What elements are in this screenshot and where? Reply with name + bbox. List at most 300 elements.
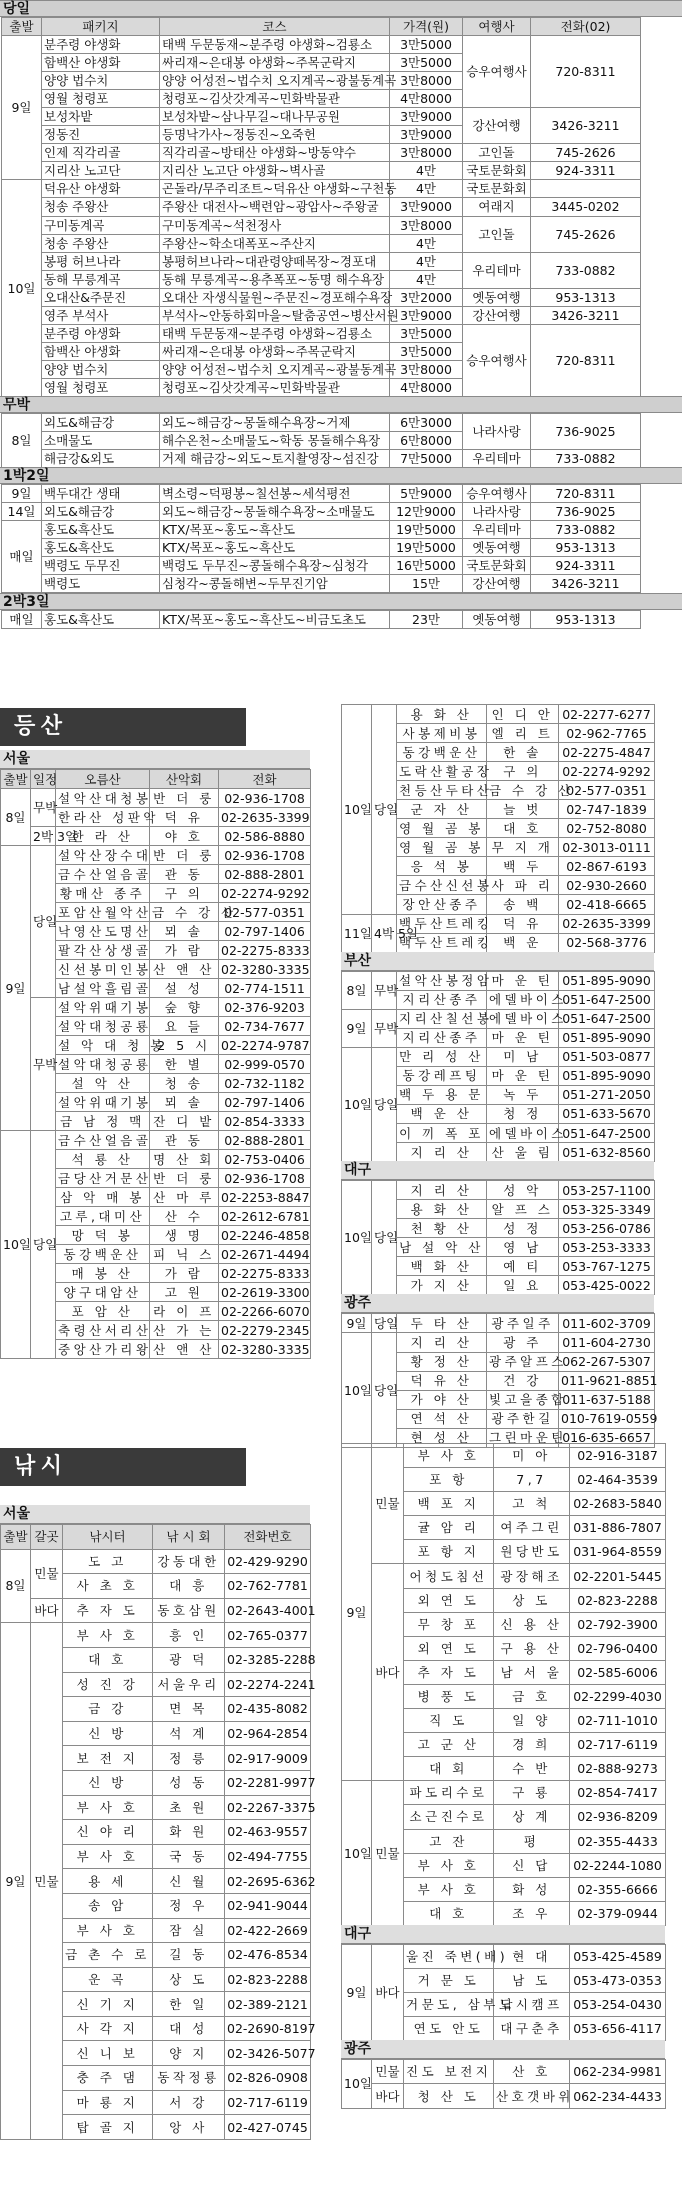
package-row (2, 198, 641, 216)
club-name: 원당반도 (494, 1540, 570, 1564)
club-name: 성 악 (487, 1181, 559, 1200)
travel-agency: 고인돌 (463, 216, 531, 252)
club-name: 면 목 (153, 1697, 225, 1722)
club-phone: 011-9621-8851 (559, 1371, 655, 1390)
club-name: 일 요 (487, 1276, 559, 1295)
destination: 포암산월악산 (56, 903, 150, 922)
club-phone: 051-895-9090 (559, 1028, 655, 1047)
course-description: 태백 두문동재~분주령 야생화~검룡소 (160, 324, 390, 342)
club-phone: 010-7619-0559 (559, 1409, 655, 1428)
departure-date: 8일 (342, 971, 372, 1009)
package-row (2, 521, 641, 539)
package-row (2, 610, 641, 628)
destination: 덕 유 산 (397, 1371, 487, 1390)
club-phone: 02-2274-9292 (559, 762, 655, 781)
club-phone: 062-267-5307 (559, 1352, 655, 1371)
club-name: 한 솔 (487, 743, 559, 762)
club-phone: 02-3013-0111 (559, 838, 655, 857)
destination: 지 리 산 (397, 1333, 487, 1352)
destination: 지리산종주 (397, 990, 487, 1009)
club-phone: 02-964-2854 (225, 1721, 311, 1746)
club-phone: 02-2201-5445 (570, 1564, 666, 1588)
club-name: 청 정 (487, 1104, 559, 1123)
club-phone: 02-355-6666 (570, 1877, 666, 1901)
agency-phone: 953-1313 (531, 288, 641, 306)
club-name: 초 원 (153, 1795, 225, 1820)
club-name: 녹 두 (487, 1085, 559, 1104)
club-name: 상 도 (494, 1588, 570, 1612)
club-phone: 02-389-2121 (225, 1992, 311, 2017)
club-phone: 02-762-7781 (225, 1574, 311, 1599)
section-label: 1박2일 (0, 467, 682, 484)
club-name: 덕 유 (487, 914, 559, 933)
destination: 대 회 (404, 1757, 494, 1781)
price: 3만8000 (390, 144, 463, 162)
club-name: 산 수 (150, 1207, 219, 1226)
destination: 동강백운산 (56, 1245, 150, 1264)
fishing-spot: 보 전 지 (63, 1746, 153, 1771)
destination: 백두산트레킹 (397, 933, 487, 952)
club-phone: 053-257-1100 (559, 1181, 655, 1200)
destination: 도락산활공장 (397, 762, 487, 781)
package-name: 해금강&외도 (42, 450, 160, 468)
hiking-row (342, 1333, 655, 1352)
club-phone: 02-463-9557 (225, 1820, 311, 1845)
club-name: 대 호 (487, 819, 559, 838)
club-phone: 011-604-2730 (559, 1333, 655, 1352)
fishing-spot: 송 암 (63, 1893, 153, 1918)
club-name: 강동대한 (153, 1549, 225, 1574)
schedule-type: 4박 5일 (372, 914, 397, 952)
price: 4만8000 (390, 90, 463, 108)
club-name: 구 용 산 (494, 1636, 570, 1660)
departure-date: 10일 (342, 1047, 372, 1161)
departure-date: 14일 (2, 503, 42, 521)
club-phone: 031-886-7807 (570, 1516, 666, 1540)
club-phone: 02-792-3900 (570, 1612, 666, 1636)
destination: 가 야 산 (397, 1390, 487, 1409)
schedule-type: 바다 (372, 1945, 404, 2041)
club-name: 서 강 (153, 2090, 225, 2115)
destination: 만 리 성 산 (397, 1047, 487, 1066)
club-phone: 011-637-5188 (559, 1390, 655, 1409)
hiking-row (342, 914, 655, 933)
destination: 중앙산가리왕 (56, 1340, 150, 1359)
course-description: 주왕산 대전사~백련암~광암사~주왕굴 (160, 198, 390, 216)
travel-table (1, 610, 641, 629)
departure-date: 9일 (2, 485, 42, 503)
club-name: 뫼 솔 (150, 1093, 219, 1112)
price: 3만5000 (390, 36, 463, 54)
region-label: 광주 (341, 2040, 665, 2059)
club-name: 신 용 산 (494, 1612, 570, 1636)
club-phone: 02-936-8209 (570, 1805, 666, 1829)
club-phone: 02-585-6006 (570, 1660, 666, 1684)
package-row (2, 414, 641, 432)
package-name: 함백산 야생화 (42, 342, 160, 360)
course-description: KTX/목포~홍도~흑산도 (160, 521, 390, 539)
club-phone: 02-717-6119 (570, 1733, 666, 1757)
price: 3만9000 (390, 108, 463, 126)
agency-phone: 924-3311 (531, 162, 641, 180)
travel-agency: 국토문화회 (463, 162, 531, 180)
destination: 포 항 (404, 1468, 494, 1492)
club-phone: 051-632-8560 (559, 1143, 655, 1162)
agency-phone: 720-8311 (531, 485, 641, 503)
destination: 금수산얼음골 (56, 1131, 150, 1150)
club-phone: 053-254-0430 (570, 1993, 666, 2017)
travel-agency: 옛동여행 (463, 288, 531, 306)
package-row (2, 503, 641, 521)
package-row (2, 36, 641, 54)
club-phone: 051-647-2500 (559, 1124, 655, 1143)
destination: 이 끼 폭 포 (397, 1124, 487, 1143)
travel-agency: 강산여행 (463, 108, 531, 144)
club-phone: 02-2695-6362 (225, 1869, 311, 1894)
travel-agency: 고인돌 (463, 144, 531, 162)
fishing-spot: 대 호 (63, 1647, 153, 1672)
package-name: 백두대간 생태 (42, 485, 160, 503)
club-name: 빛고을종합 (487, 1390, 559, 1409)
club-phone: 02-2274-2241 (225, 1672, 311, 1697)
destination: 설악산장수대 (56, 846, 150, 865)
club-name: 반 더 룽 (150, 846, 219, 865)
club-name: 그린마운틴 (487, 1428, 559, 1447)
destination: 지리산종주 (397, 1028, 487, 1047)
course-description: 곤돌라/무주리조트~덕유산 야생화~구천동 (160, 180, 390, 198)
club-name: 경 희 (494, 1733, 570, 1757)
club-phone: 02-930-2660 (559, 876, 655, 895)
club-name: 구 의 (150, 884, 219, 903)
column-header: 일정 (31, 770, 56, 789)
club-name: 무 지 개 (487, 838, 559, 857)
fishing-spot: 도 고 (63, 1549, 153, 1574)
region-table (341, 1313, 658, 1447)
agency-phone: 733-0882 (531, 252, 641, 288)
fishing-title: 낚시 (0, 1448, 246, 1486)
column-header: 여행사 (463, 18, 531, 36)
club-name: 산 마 루 (150, 1188, 219, 1207)
package-name: 소매물도 (42, 432, 160, 450)
club-name: 금 수 강 산 (150, 903, 219, 922)
price: 4만8000 (390, 378, 463, 396)
club-phone: 053-473-0353 (570, 1969, 666, 1993)
destination: 낙영산도명산 (56, 922, 150, 941)
club-phone: 051-633-5670 (559, 1104, 655, 1123)
club-name: 미 남 (487, 1047, 559, 1066)
club-phone: 02-2619-3300 (219, 1283, 311, 1302)
departure-date: 8일 (1, 789, 31, 846)
column-header: 전화 (219, 770, 311, 789)
club-phone: 02-2279-2345 (219, 1321, 311, 1340)
hiking-row (342, 1047, 655, 1066)
schedule-type: 무박 (372, 1009, 397, 1047)
club-name: 야 호 (150, 827, 219, 846)
column-header: 출발 (1, 1525, 31, 1550)
hiking-row (342, 1009, 655, 1028)
club-phone: 02-999-0570 (219, 1055, 311, 1074)
club-phone: 02-916-3187 (570, 1444, 666, 1468)
club-phone: 02-427-0745 (225, 2115, 311, 2140)
club-phone: 02-2671-4494 (219, 1245, 311, 1264)
club-phone: 02-2266-6070 (219, 1302, 311, 1321)
destination: 응 석 봉 (397, 857, 487, 876)
price: 3만9000 (390, 126, 463, 144)
club-name: 예 티 (487, 1257, 559, 1276)
agency-phone: 736-9025 (531, 414, 641, 450)
club-phone: 053-656-4117 (570, 2017, 666, 2041)
club-name: 미 아 (494, 1444, 570, 1468)
club-phone: 02-962-7765 (559, 724, 655, 743)
departure-date: 10일 (342, 1181, 372, 1295)
course-description: 봉평허브나라~대관령양떼목장~경포대 (160, 252, 390, 270)
club-name: 반 더 룽 (150, 789, 219, 808)
departure-date: 매일 (2, 521, 42, 593)
column-header: 갈곳 (31, 1525, 63, 1550)
club-phone: 02-435-8082 (225, 1697, 311, 1722)
club-name: 한 별 (150, 1055, 219, 1074)
destination: 지 리 산 (397, 1143, 487, 1162)
schedule-type: 당일 (372, 1333, 397, 1447)
club-phone: 053-425-4589 (570, 1945, 666, 1969)
club-name: 신 답 (494, 1853, 570, 1877)
course-description: 심청각~콩돌해변~두무진기암 (160, 575, 390, 593)
destination: 지 리 산 (397, 1181, 487, 1200)
course-description: 청령포~김삿갓계곡~민화박물관 (160, 90, 390, 108)
price: 16만5000 (390, 557, 463, 575)
destination: 파도리수로 (404, 1781, 494, 1805)
fishing-spot: 신 방 (63, 1770, 153, 1795)
departure-date: 9일 (342, 1314, 372, 1333)
region-label: 서울 (0, 750, 310, 769)
club-phone: 051-647-2500 (559, 990, 655, 1009)
package-row (2, 324, 641, 342)
schedule-type: 민물 (372, 2060, 404, 2084)
destination: 백 두 용 문 (397, 1085, 487, 1104)
club-name: 늘 벗 (487, 800, 559, 819)
destination: 부 사 호 (404, 1444, 494, 1468)
fishing-spot: 성 진 강 (63, 1672, 153, 1697)
departure-date: 10일 (2, 180, 42, 397)
travel-agency: 나라사랑 (463, 414, 531, 450)
club-phone: 02-2246-4858 (219, 1226, 311, 1245)
travel-agency: 강산여행 (463, 306, 531, 324)
club-name: 고 척 (494, 1492, 570, 1516)
package-row (2, 162, 641, 180)
club-phone: 02-747-1839 (559, 800, 655, 819)
destination: 설악산봉정암 (397, 971, 487, 990)
agency-phone: 3426-3211 (531, 306, 641, 324)
course-description: KTX/목포~홍도~흑산도~비금도초도 (160, 610, 390, 628)
departure-date: 9일 (1, 846, 31, 1131)
club-name: 대 흥 (153, 1574, 225, 1599)
schedule-type: 바다 (372, 2084, 404, 2108)
course-description: 싸리재~은대봉 야생화~주목군락지 (160, 54, 390, 72)
departure-date: 매일 (2, 610, 42, 628)
club-name: 에델바이스 (487, 990, 559, 1009)
destination: 동강백운산 (397, 743, 487, 762)
club-phone: 011-602-3709 (559, 1314, 655, 1333)
package-name: 양양 법수치 (42, 360, 160, 378)
club-name: 관 동 (150, 1131, 219, 1150)
schedule-type: 당일 (31, 846, 56, 998)
departure-date: 9일 (2, 36, 42, 180)
club-name: 관 동 (150, 865, 219, 884)
course-description: 태백 두문동재~분주령 야생화~검룡소 (160, 36, 390, 54)
club-name: 잔 디 밭 (150, 1112, 219, 1131)
package-name: 지리산 노고단 (42, 162, 160, 180)
destination: 한 라 산 (56, 827, 150, 846)
fishing-type: 민물 (31, 1549, 63, 1598)
club-name: 광장해조 (494, 1564, 570, 1588)
destination: 석 룡 산 (56, 1150, 150, 1169)
club-phone: 02-2274-9787 (219, 1036, 311, 1055)
fishing-spot: 운 곡 (63, 1967, 153, 1992)
column-header: 낚시터 (63, 1525, 153, 1550)
club-name: 광주한길 (487, 1409, 559, 1428)
hiking-title: 등산 (0, 708, 246, 746)
course-description: KTX/목포~홍도~흑산도 (160, 539, 390, 557)
destination: 설악위때기봉 (56, 1093, 150, 1112)
club-name: 반 더 룽 (150, 1169, 219, 1188)
price: 5만9000 (390, 485, 463, 503)
club-phone: 02-494-7755 (225, 1844, 311, 1869)
club-phone: 02-3285-2288 (225, 1647, 311, 1672)
agency-phone: 745-2626 (531, 216, 641, 252)
hiking-row (342, 971, 655, 990)
price: 12만9000 (390, 503, 463, 521)
destination: 용 화 산 (397, 1200, 487, 1219)
course-description: 벽소령~덕평봉~칠선봉~세석평전 (160, 485, 390, 503)
package-name: 인제 직각리골 (42, 144, 160, 162)
club-name: 신 월 (153, 1869, 225, 1894)
fishing-spot: 탑 골 지 (63, 2115, 153, 2140)
region-table (341, 1180, 655, 1295)
package-row (2, 557, 641, 575)
club-name: 상 계 (494, 1805, 570, 1829)
departure-date: 11일 (342, 914, 372, 952)
travel-agency: 우리테마 (463, 521, 531, 539)
package-name: 홍도&흑산도 (42, 539, 160, 557)
package-row (2, 108, 641, 126)
destination: 고 잔 (404, 1829, 494, 1853)
column-header: 가격(원) (390, 18, 463, 36)
club-name: 정 우 (153, 1893, 225, 1918)
agency-phone: 745-2626 (531, 144, 641, 162)
column-header: 패키지 (42, 18, 160, 36)
schedule-type: 당일 (372, 1047, 397, 1161)
price: 23만 (390, 610, 463, 628)
price: 6만3000 (390, 414, 463, 432)
schedule-type: 민물 (372, 1444, 404, 1564)
fishing-spot: 금 강 (63, 1697, 153, 1722)
package-name: 봉평 허브나라 (42, 252, 160, 270)
club-name: 송 백 (487, 895, 559, 914)
club-name: 잠 실 (153, 1918, 225, 1943)
destination: 연 석 산 (397, 1409, 487, 1428)
club-name: 대구춘추 (494, 2017, 570, 2041)
club-phone: 02-753-0406 (219, 1150, 311, 1169)
destination: 부 사 호 (404, 1853, 494, 1877)
departure-date: 8일 (1, 1549, 31, 1623)
club-name: 생 명 (150, 1226, 219, 1245)
package-name: 오대산&주문진 (42, 288, 160, 306)
price: 19만5000 (390, 521, 463, 539)
fishing-row (342, 2084, 666, 2108)
club-name: 2 5 시 (150, 1036, 219, 1055)
destination: 두 타 산 (397, 1314, 487, 1333)
package-row (2, 485, 641, 503)
destination: 어청도침선 (404, 1564, 494, 1588)
fishing-spot: 부 사 호 (63, 1623, 153, 1648)
club-phone: 02-429-9290 (225, 1549, 311, 1574)
schedule-type: 당일 (372, 1314, 397, 1333)
club-phone: 02-577-0351 (219, 903, 311, 922)
destination: 천등산두타산 (397, 781, 487, 800)
travel-agency: 우리테마 (463, 450, 531, 468)
club-name: 석 계 (153, 1721, 225, 1746)
agency-phone: 720-8311 (531, 36, 641, 108)
club-name: 화 원 (153, 1820, 225, 1845)
travel-agency: 국토문화회 (463, 180, 531, 198)
course-description: 동해 무릉계곡~용추폭포~동명 해수욕장 (160, 270, 390, 288)
destination: 용 화 산 (397, 705, 487, 724)
destination: 양구대암산 (56, 1283, 150, 1302)
club-name: 7,7 (494, 1468, 570, 1492)
club-phone: 02-732-1182 (219, 1074, 311, 1093)
club-name: 가 람 (150, 941, 219, 960)
club-phone: 02-422-2669 (225, 1918, 311, 1943)
travel-table (1, 484, 641, 593)
destination: 영 월 곰 봉 (397, 819, 487, 838)
club-name: 금 호 (494, 1684, 570, 1708)
club-name: 광 덕 (153, 1647, 225, 1672)
fishing-spot: 사 각 지 (63, 2016, 153, 2041)
club-phone: 053-256-0786 (559, 1219, 655, 1238)
club-phone: 02-568-3776 (559, 933, 655, 952)
package-name: 청송 주왕산 (42, 234, 160, 252)
agency-phone: 924-3311 (531, 557, 641, 575)
destination: 매 봉 산 (56, 1264, 150, 1283)
club-phone: 02-2690-8197 (225, 2016, 311, 2041)
package-name: 외도&해금강 (42, 414, 160, 432)
club-phone: 02-2267-3375 (225, 1795, 311, 1820)
destination: 무 창 포 (404, 1612, 494, 1636)
region-table (341, 2059, 666, 2108)
destination: 백 포 지 (404, 1492, 494, 1516)
destination: 동강레프팅 (397, 1066, 487, 1085)
course-description: 지리산 노고단 야생화~벽사골 (160, 162, 390, 180)
hiking-row (1, 846, 311, 865)
club-phone: 02-577-0351 (559, 781, 655, 800)
fishing-row (342, 1781, 666, 1805)
price: 3만5000 (390, 54, 463, 72)
club-phone: 02-464-3539 (570, 1468, 666, 1492)
price: 15만 (390, 575, 463, 593)
hiking-table-right (341, 704, 655, 953)
club-name: 광주일주 (487, 1314, 559, 1333)
club-name: 설 성 (150, 979, 219, 998)
club-name: 수 반 (494, 1757, 570, 1781)
club-phone: 02-376-9203 (219, 998, 311, 1017)
destination: 설 악 산 (56, 1074, 150, 1093)
travel-agency: 승우여행사 (463, 485, 531, 503)
fishing-row (1, 1549, 311, 1574)
schedule-type: 2박 3일 (31, 827, 56, 846)
club-phone: 02-774-1511 (219, 979, 311, 998)
club-name: 백 두 (487, 857, 559, 876)
price: 3만8000 (390, 72, 463, 90)
